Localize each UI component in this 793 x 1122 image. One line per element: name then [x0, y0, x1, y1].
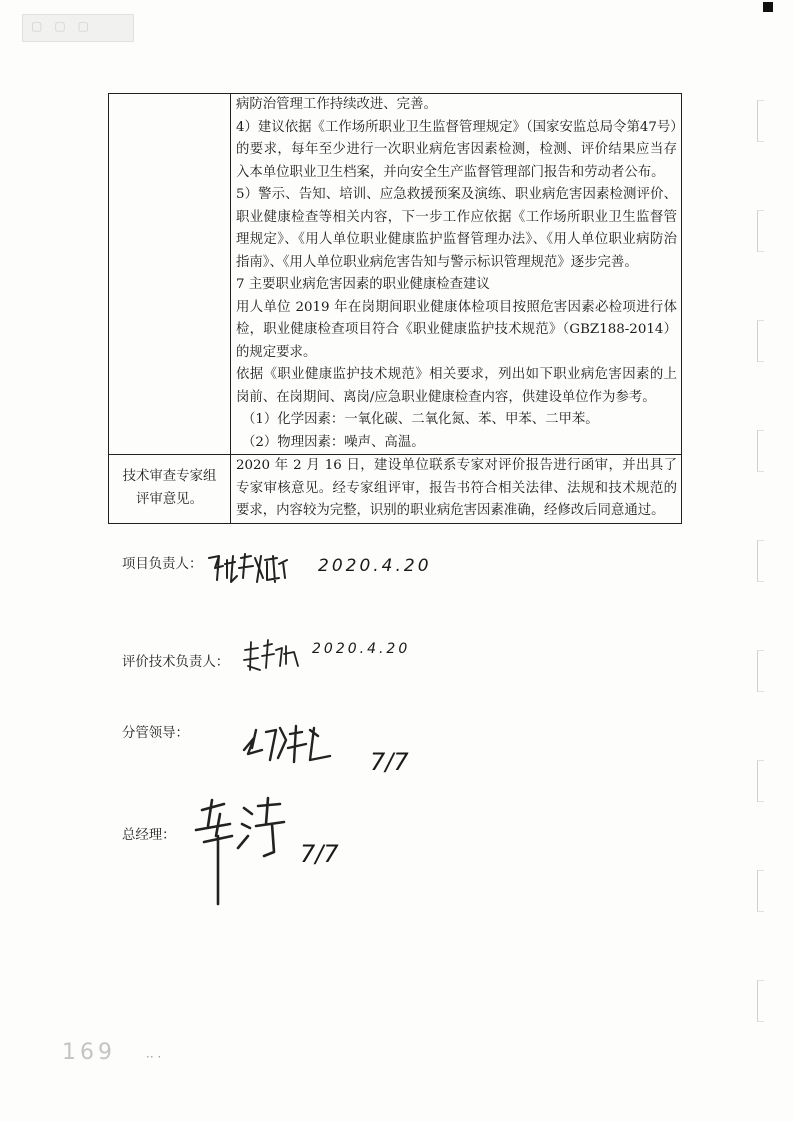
table-row [109, 455, 682, 524]
row-label-cell [109, 94, 231, 455]
content-paragraph: 病防治管理工作持续改进、完善。 [236, 97, 437, 112]
project-leader-label: 项目负责人： [122, 557, 203, 572]
content-paragraph: 5）警示、告知、培训、应急救援预案及演练、职业病危害因素检测评价、职业健康检查等相关内容，下一步工作应依据《工作场所职业卫生监督管理规定》、《用人单位职业健康监护监督管理办法》、《用人单位职业病防治指南》、《用人单位职业病危害告知与警示标识管理规范》逐步完善。 [236, 187, 677, 270]
content-paragraph: 依据《职业健康监护技术规范》相关要求，列出如下职业病危害因素的上岗前、在岗期间、离岗/应急职业健康检查内容，供建设单位作为参考。 [236, 367, 677, 405]
table-row [109, 94, 682, 455]
scan-stamp-mark: ▢▢▢ [22, 14, 134, 42]
division-leader-label: 分管领导： [122, 726, 189, 741]
content-paragraph: 2020 年 2 月 16 日，建设单位联系专家对评价报告进行函审，并出具了专家审核意见。经专家组评审，报告书符合相关法律、法规和技术规范的要求，内容较为完整，识别的职业病危害因素准确，经修改后同意通过。 [236, 458, 677, 518]
row-content-cell [231, 455, 682, 524]
section-heading: 7 主要职业病危害因素的职业健康检查建议 [236, 277, 490, 292]
project-leader-signature [205, 548, 300, 588]
tech-leader-signature [242, 636, 304, 676]
binding-edge-marks [757, 60, 771, 1090]
tech-leader-label: 评价技术负责人： [122, 655, 230, 670]
content-list-item: （2）物理因素：噪声、高温。 [242, 434, 425, 450]
general-manager-label: 总经理： [122, 828, 176, 843]
content-paragraph: 4）建议依据《工作场所职业卫生监督管理规定》（国家安监总局令第47号）的要求，每年至少进行一次职业病危害因素检测，检测、评价结果应当存入本单位职业卫生档案，并向安全生产监督管理部门报告和劳动者公布。 [236, 119, 677, 180]
review-table [108, 93, 682, 524]
content-paragraph: 用人单位 2019 年在岗期间职业健康体检项目按照危害因素必检项进行体检，职业健康检查项目符合《职业健康监护技术规范》（GBZ188-2014）的规定要求。 [236, 299, 677, 360]
tech-leader-date: 2020.4.20 [312, 641, 411, 657]
row-label: 技术审查专家组评审意见。 [122, 469, 217, 507]
row-label-cell [109, 455, 231, 524]
page-number: 169 [62, 1040, 116, 1065]
content-list-item: （1）化学因素：一氧化碳、二氧化氮、苯、甲苯、二甲苯。 [242, 412, 599, 427]
row-content-cell [231, 94, 682, 455]
division-leader-signature [240, 720, 340, 770]
scan-dots: ·· · [146, 1050, 162, 1064]
general-manager-date: 7/7 [300, 840, 339, 868]
division-leader-date: 7/7 [370, 748, 409, 776]
project-leader-date: 2020.4.20 [318, 556, 432, 576]
scan-corner-mark [763, 2, 773, 12]
